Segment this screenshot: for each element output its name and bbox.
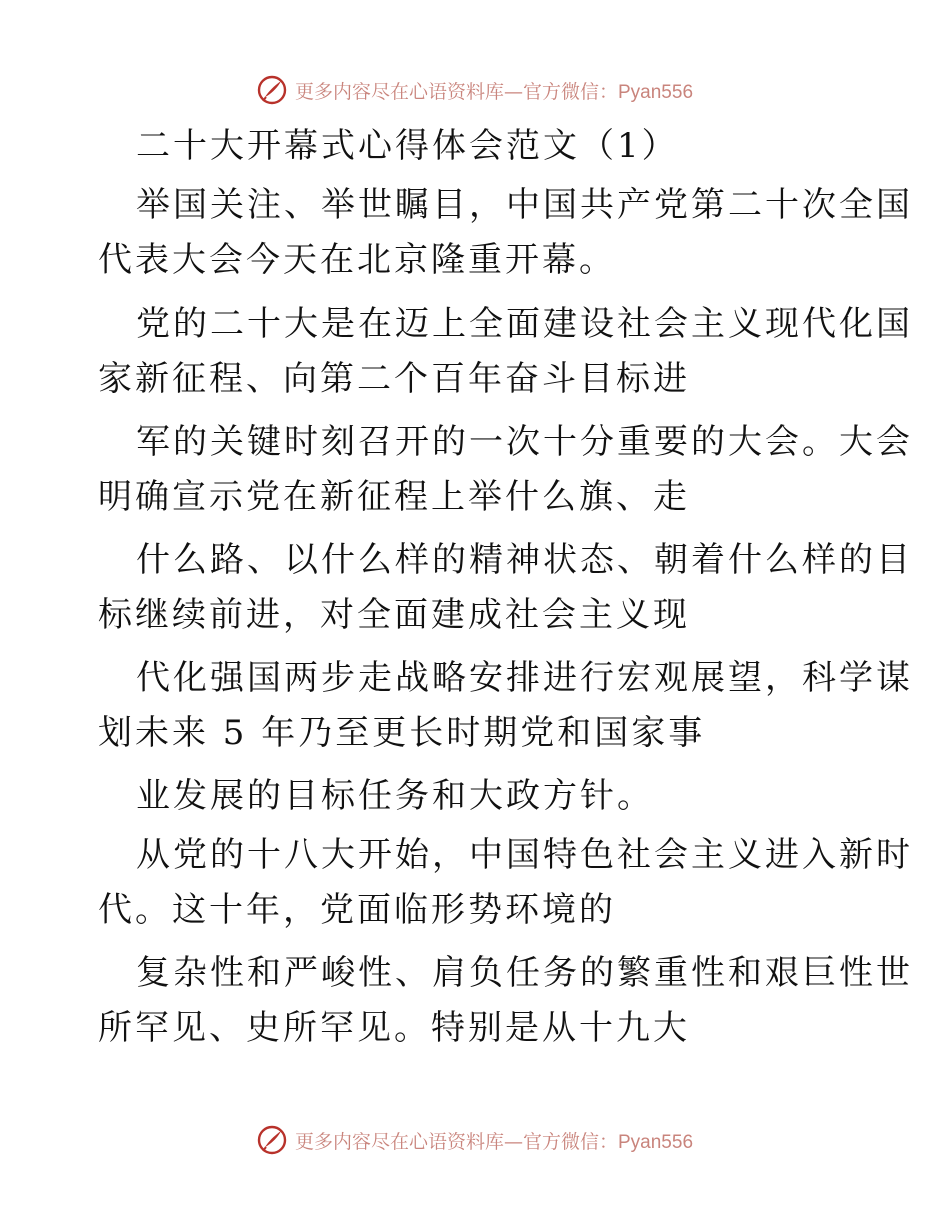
paragraph-line: 军的关键时刻召开的一次十分重要的大会。大会: [136, 422, 913, 462]
paragraph-line: 代表大会今天在北京隆重开幕。: [98, 240, 616, 280]
paragraph-line: 从党的十八大开始，中国特色社会主义进入新时: [136, 835, 913, 875]
paragraph-line: 举国关注、举世瞩目，中国共产党第二十次全国: [136, 185, 913, 225]
quill-logo-icon: [257, 75, 287, 105]
paragraph-line: 标继续前进，对全面建成社会主义现: [98, 595, 690, 635]
quill-logo-icon: [257, 1125, 287, 1155]
paragraph-line: 党的二十大是在迈上全面建设社会主义现代化国: [136, 304, 913, 344]
header-watermark: [0, 70, 950, 110]
paragraph-line: 什么路、以什么样的精神状态、朝着什么样的目: [136, 540, 913, 580]
paragraph-line: 业发展的目标任务和大政方针。: [136, 776, 654, 816]
paragraph-line: 划未来 5 年乃至更长时期党和国家事: [98, 713, 706, 753]
watermark-text: 更多内容尽在心语资料库—官方微信：Pyan556: [294, 1130, 694, 1153]
paragraph-line: 家新征程、向第二个百年奋斗目标进: [98, 359, 690, 399]
footer-watermark: [0, 1120, 950, 1160]
paragraph-line: 代。这十年，党面临形势环境的: [98, 890, 616, 930]
paragraph-line: 明确宣示党在新征程上举什么旗、走: [98, 477, 690, 517]
paragraph-line: 复杂性和严峻性、肩负任务的繁重性和艰巨性世: [136, 953, 913, 993]
paragraph-line: 代化强国两步走战略安排进行宏观展望，科学谋: [136, 658, 913, 698]
watermark-text: 更多内容尽在心语资料库—官方微信：Pyan556: [294, 80, 694, 103]
paragraph-line: 所罕见、史所罕见。特别是从十九大: [98, 1008, 690, 1048]
document-title: 二十大开幕式心得体会范文（1）: [136, 126, 679, 166]
